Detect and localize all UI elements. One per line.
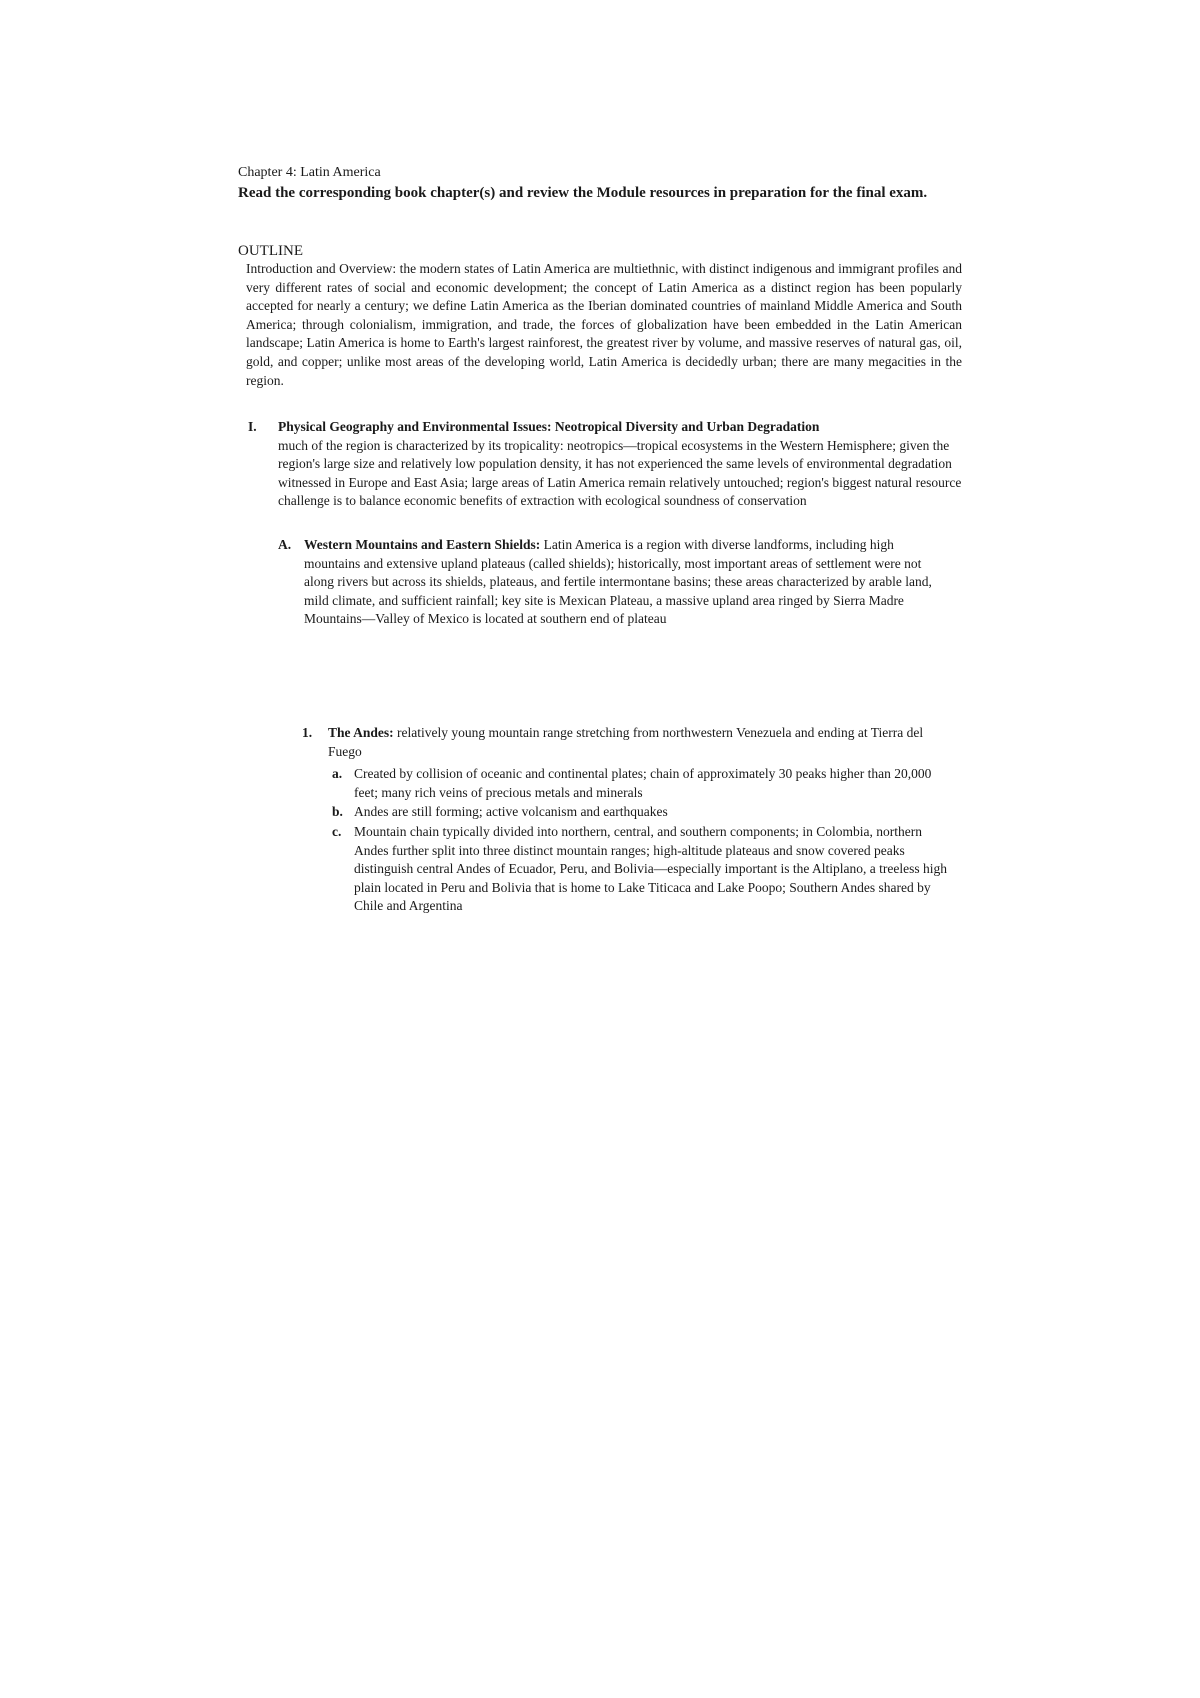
list-item-text: Andes are still forming; active volcanism and earthquakes xyxy=(354,804,668,819)
outline-subsection-a xyxy=(278,536,944,629)
list-item xyxy=(332,823,948,916)
item-text: relatively young mountain range stretching from northwestern Venezuela and ending at Tierra del Fuego xyxy=(328,725,924,759)
subsection-marker: A. xyxy=(278,537,292,552)
subsection-body xyxy=(304,536,944,629)
list-item-marker: a. xyxy=(332,766,343,781)
section-marker: I. xyxy=(248,419,257,434)
section-text: much of the region is characterized by its tropicality: neotropics—tropical ecosystems in the Western Hemisphere; given the region's large size and relatively low population density, it has not experienced the same levels of environmental degradation witnessed in Europe and East Asia; large areas of Latin America remain relatively untouched; region's biggest natural resource challenge is to balance economic benefits of extraction with ecological soundness of conservation xyxy=(278,437,962,509)
item-body xyxy=(328,724,948,761)
item-heading: The Andes: xyxy=(328,725,394,740)
list-item-text: Mountain chain typically divided into northern, central, and southern components; in Colombia, northern Andes further split into three distinct mountain ranges; high-altitude plateaus and snow covered peaks distinguish central Andes of Ecuador, Peru, and Bolivia—especially important is the Altiplano, a treeless high plain located in Peru and Bolivia that is home to Lake Titicaca and Lake Poopo; Southern Andes shared by Chile and Argentina xyxy=(354,824,947,914)
chapter-title: Chapter 4: Latin America xyxy=(238,165,381,180)
section-body xyxy=(278,418,962,511)
subsection-text: Latin America is a region with diverse landforms, including high mountains and extensive upland plateaus (called shields); historically, most important areas of settlement were not along rivers but across its shields, plateaus, and fertile intermontane basins; these areas characterized by arable land, mild climate, and sufficient rainfall; key site is Mexican Plateau, a massive upland area ringed by Sierra Madre Mountains—Valley of Mexico is located at southern end of plateau xyxy=(304,537,932,627)
outline-section-i xyxy=(248,418,962,511)
outline-heading: OUTLINE xyxy=(238,243,303,259)
intro-paragraph: Introduction and Overview: the modern states of Latin America are multiethnic, with distinct indigenous and immigrant profiles and very different rates of social and economic development; the concept of Latin America as a distinct region has been popularly accepted for nearly a century; we define Latin America as the Iberian dominated countries of mainland Middle America and South America; through colonialism, immigration, and trade, the forces of globalization have been embedded in the Latin American landscape; Latin America is home to Earth's largest rainforest, the greatest river by volume, and massive reserves of natural gas, oil, gold, and copper; unlike most areas of the developing world, Latin America is decidedly urban; there are many megacities in the region. xyxy=(246,261,962,388)
list-item-text: Created by collision of oceanic and continental plates; chain of approximately 30 peaks higher than 20,000 feet; many rich veins of precious metals and minerals xyxy=(354,766,932,800)
list-item xyxy=(332,803,948,822)
list-item-marker: b. xyxy=(332,804,343,819)
instructions: Read the corresponding book chapter(s) and review the Module resources in preparation for the final exam. xyxy=(238,185,928,201)
subsection-heading: Western Mountains and Eastern Shields: xyxy=(304,537,541,552)
list-item-marker: c. xyxy=(332,824,342,839)
outline-item-andes xyxy=(302,724,948,761)
list-item xyxy=(332,765,948,802)
section-heading: Physical Geography and Environmental Issues: Neotropical Diversity and Urban Degradation xyxy=(278,419,820,434)
item-marker: 1. xyxy=(302,725,313,740)
